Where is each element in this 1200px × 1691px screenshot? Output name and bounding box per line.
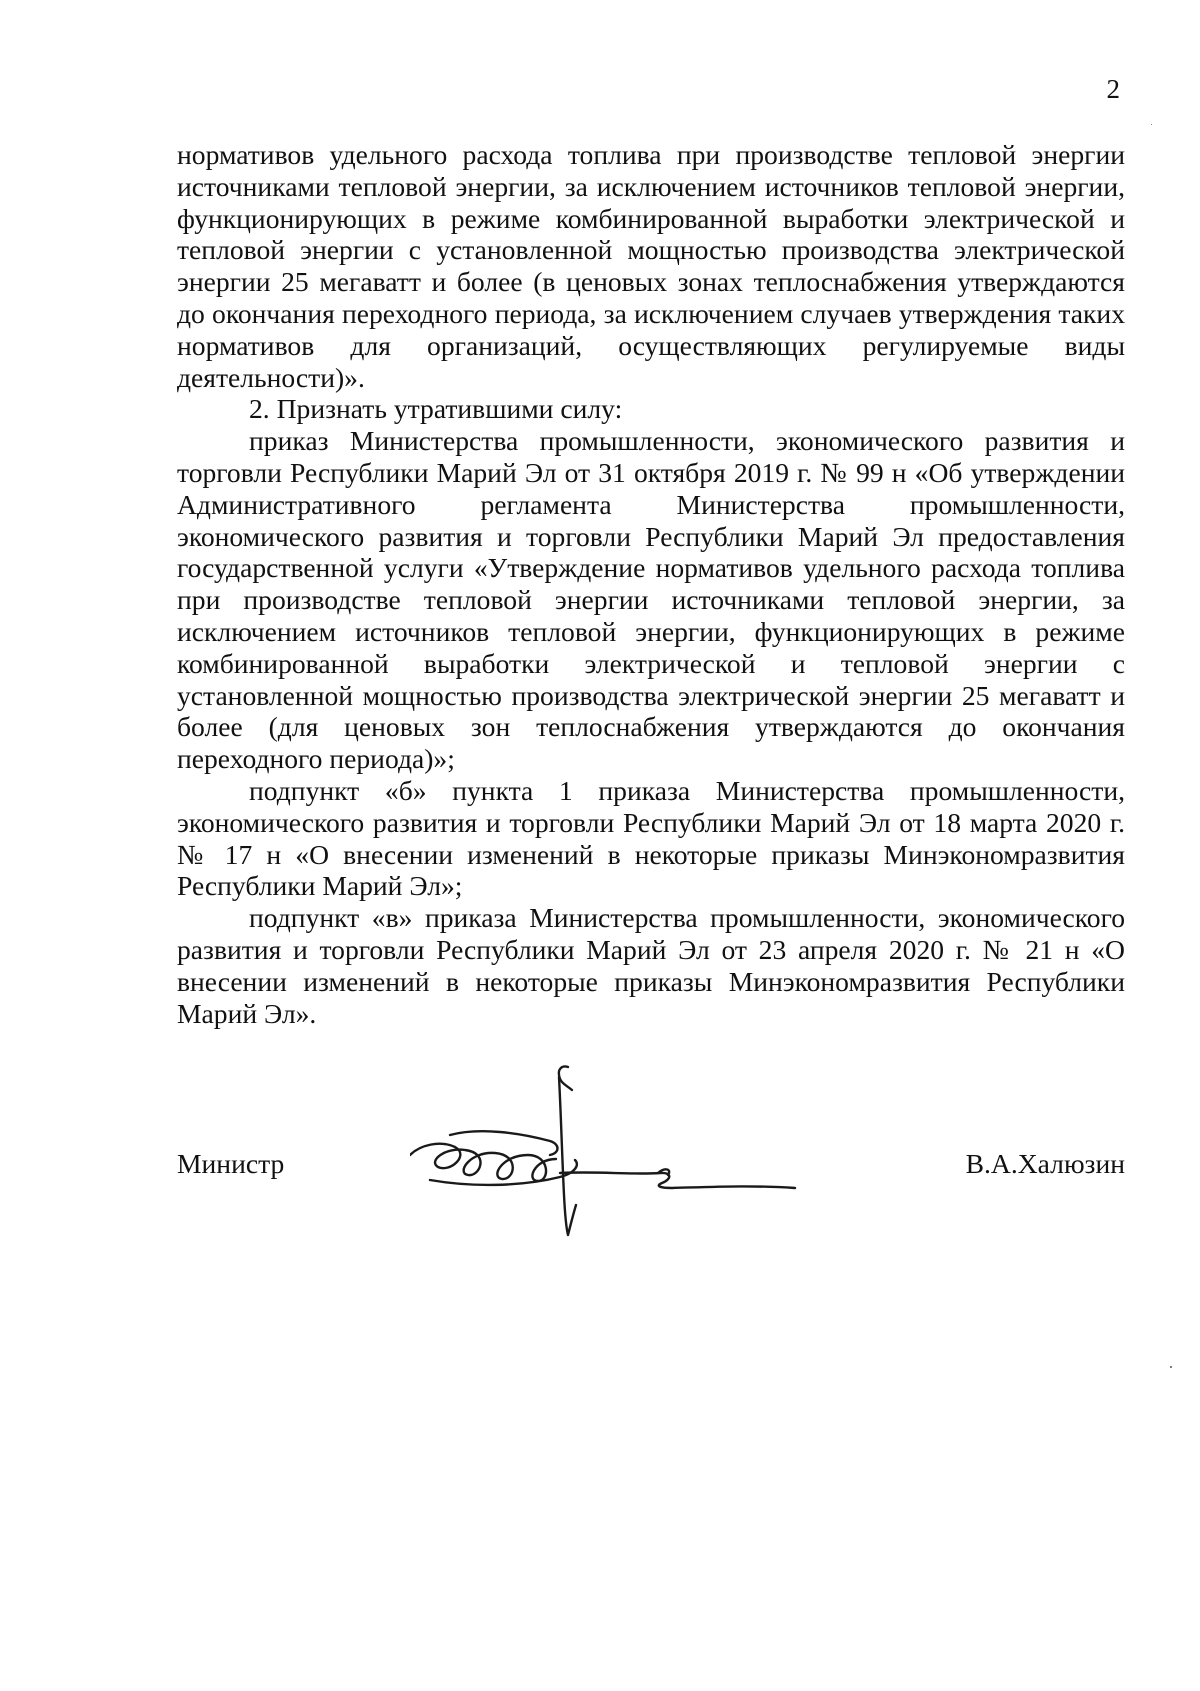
scan-speck bbox=[1151, 124, 1152, 125]
signatory-name: В.А.Халюзин bbox=[965, 1148, 1125, 1179]
signature-block bbox=[177, 1148, 1125, 1188]
paragraph-item-2: 2. Признать утратившими силу: bbox=[249, 393, 623, 425]
signatory-position: Министр bbox=[177, 1148, 285, 1179]
page-number: 2 bbox=[1106, 74, 1120, 104]
scan-speck bbox=[1170, 1366, 1172, 1368]
paragraph-order-99n: приказ Министерства промышленности, экономического развития и торговли Республики Марий Эл от 31 октября 2019 г. № 99 н «Об утверждении Административного регламента Министерства промышленности, экономического развития и торговли Республики Марий Эл предоставления государственной услуги «Утверждение нормативов удельного расхода топлива при производстве тепловой энергии источниками тепловой энергии, за исключением источников тепловой энергии, функционирующих в режиме комбинированной выработки электрической и тепловой энергии с установленной мощностью производства электрической энергии 25 мегаватт и более (для ценовых зон теплоснабжения утверждаются до окончания переходного периода)»; bbox=[177, 425, 1125, 775]
paragraph-order-21n: подпункт «в» приказа Министерства промышленности, экономического развития и торговли Республики Марий Эл от 23 апреля 2020 г. № 21 н «О внесении изменений в некоторые приказы Минэкономразвития Республики Марий Эл». bbox=[177, 902, 1125, 1029]
paragraph-continuation: нормативов удельного расхода топлива при производстве тепловой энергии источниками тепловой энергии, за исключением источников тепловой энергии, функционирующих в режиме комбинированной выработки электрической и тепловой энергии с установленной мощностью производства электрической энергии 25 мегаватт и более (в ценовых зонах теплоснабжения утверждаются до окончания переходного периода, за исключением случаев утверждения таких нормативов для организаций, осуществляющих регулируемые виды деятельности)». bbox=[177, 139, 1125, 393]
document-body bbox=[177, 139, 1125, 1029]
paragraph-order-17n: подпункт «б» пункта 1 приказа Министерства промышленности, экономического развития и торговли Республики Марий Эл от 18 марта 2020 г. № 17 н «О внесении изменений в некоторые приказы Минэкономразвития Республики Марий Эл»; bbox=[177, 774, 1125, 902]
